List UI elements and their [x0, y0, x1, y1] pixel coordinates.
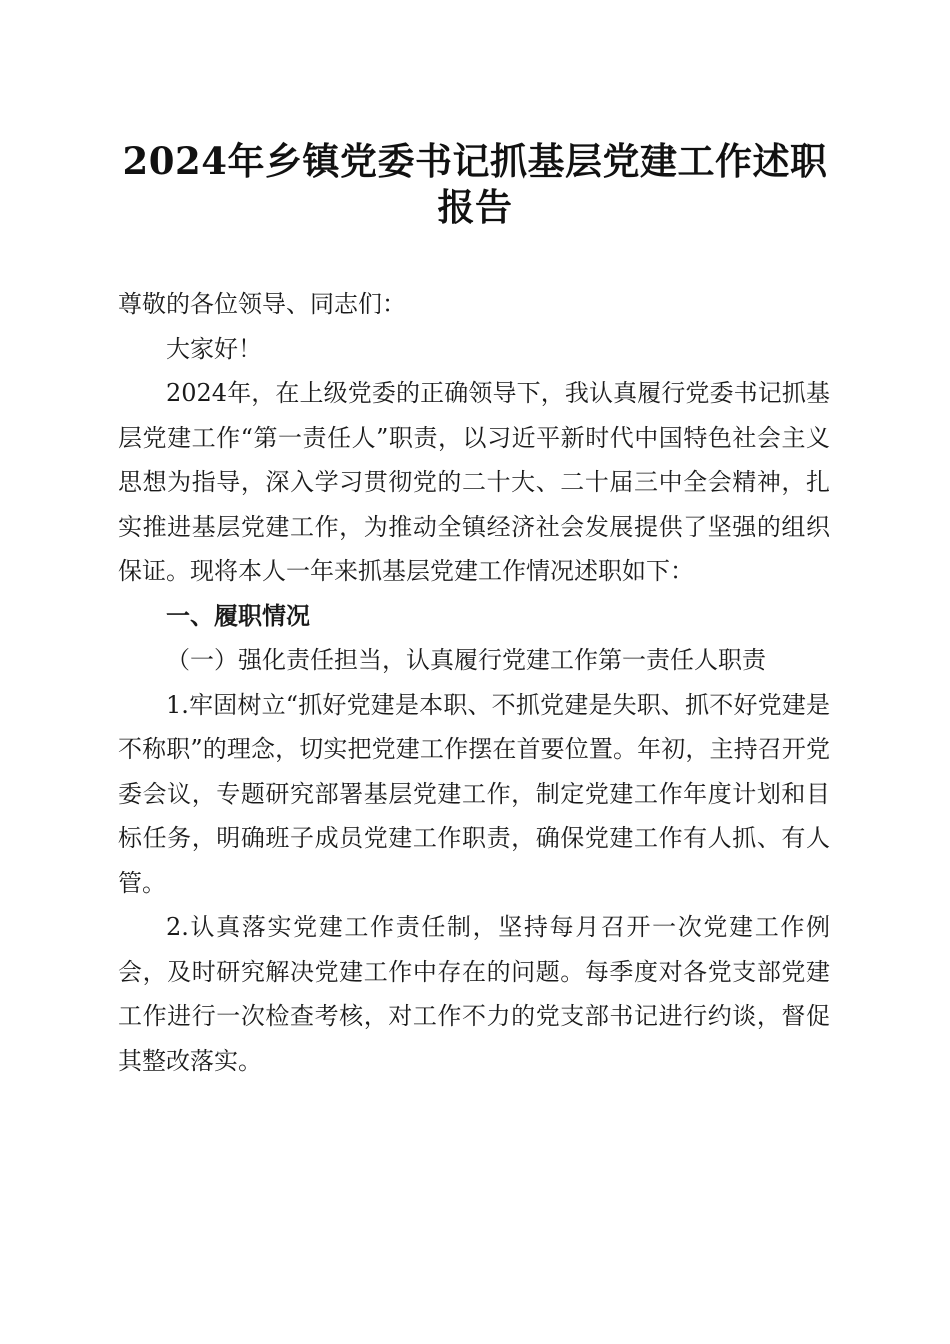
- subsection-heading: （一）强化责任担当，认真履行党建工作第一责任人职责: [166, 646, 766, 674]
- greeting: 大家好！: [166, 334, 262, 363]
- document-title: 2024年乡镇党委书记抓基层党建工作述职报告: [122, 139, 828, 229]
- section-heading: 一、履职情况: [166, 601, 310, 630]
- item-paragraph-1: 1.牢固树立“抓好党建是本职、不抓党建是失职、抓不好党建是不称职”的理念，切实把党建工作摆在首要位置。年初，主持召开党委会议，专题研究部署基层党建工作，制定党建工作年度计划和目标任务，明确班子成员党建工作职责，确保党建工作有人抓、有人管。: [118, 690, 830, 897]
- salutation: 尊敬的各位领导、同志们：: [118, 290, 406, 318]
- intro-paragraph: 2024年，在上级党委的正确领导下，我认真履行党委书记抓基层党建工作“第一责任人”职责，以习近平新时代中国特色社会主义思想为指导，深入学习贯彻党的二十大、二十届三中全会精神，扎实推进基层党建工作，为推动全镇经济社会发展提供了坚强的组织保证。现将本人一年来抓基层党建工作情况述职如下：: [118, 379, 830, 585]
- item-paragraph-2: 2.认真落实党建工作责任制，坚持每月召开一次党建工作例会，及时研究解决党建工作中存在的问题。每季度对各党支部党建工作进行一次检查考核，对工作不力的党支部书记进行约谈，督促其整改落实。: [118, 913, 830, 1075]
- document-body: [118, 282, 830, 1083]
